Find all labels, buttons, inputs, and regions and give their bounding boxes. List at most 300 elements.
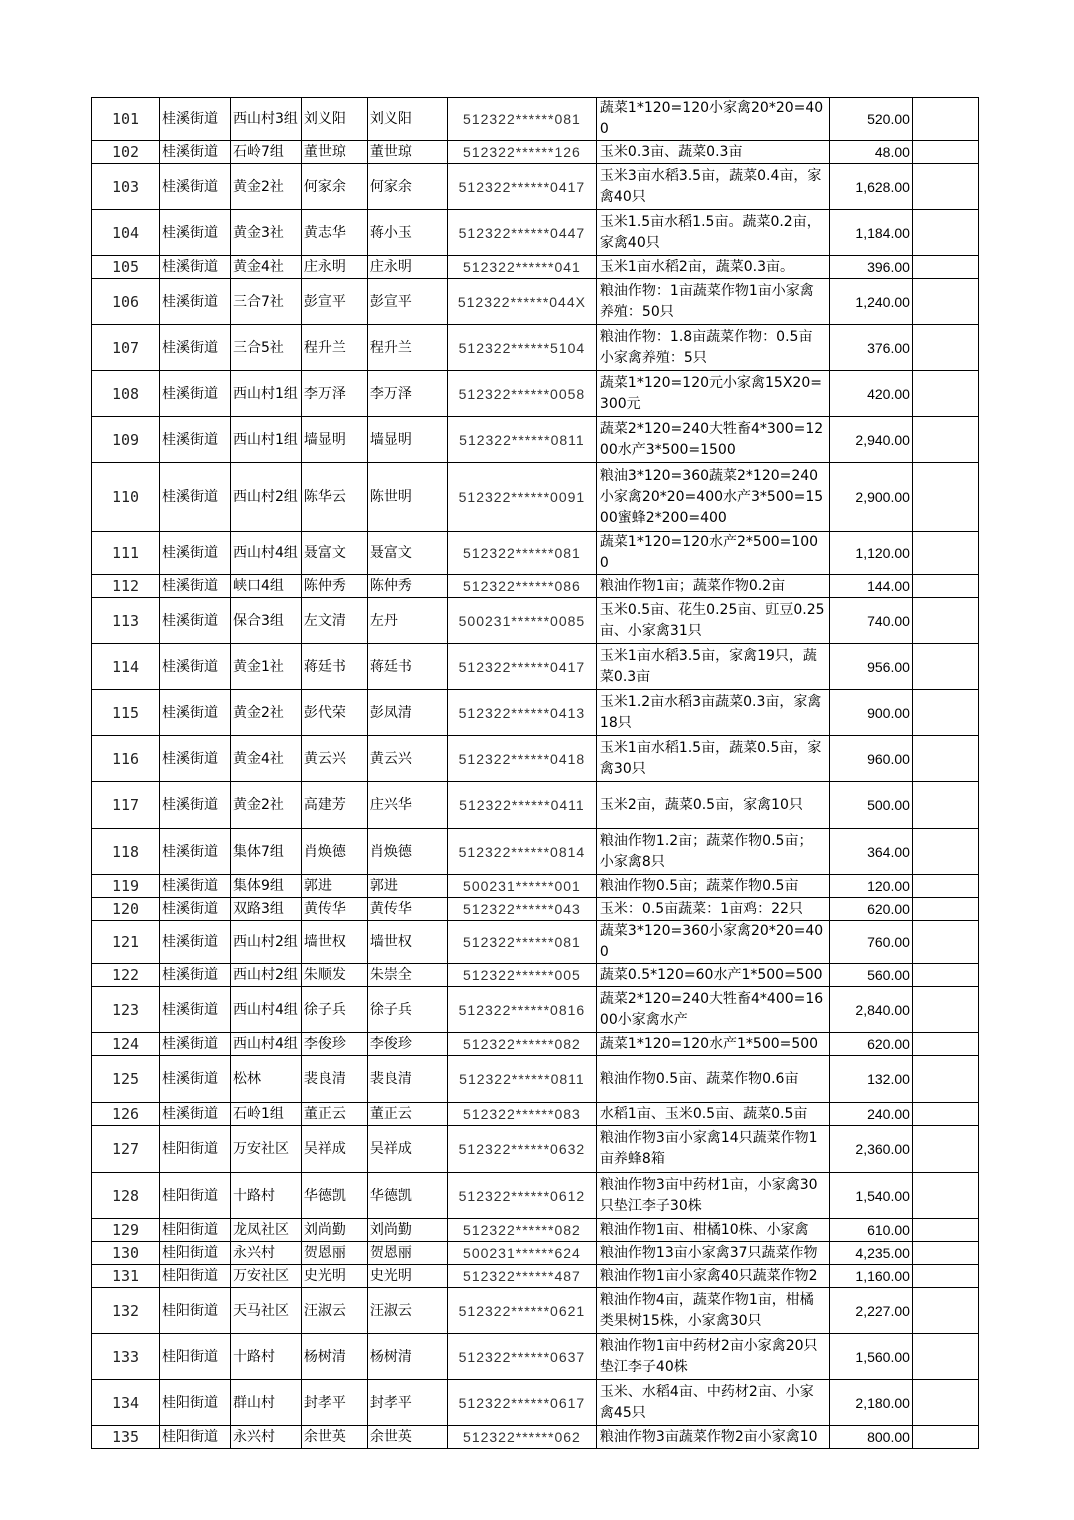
amount-cell: 2,840.00: [829, 987, 912, 1033]
applicant-cell: 庄永明: [367, 256, 447, 279]
amount-cell: 2,360.00: [829, 1126, 912, 1173]
row-number: 120: [92, 898, 160, 921]
village-cell: 黄金2社: [231, 690, 302, 736]
id-number-cell: 512322******081: [447, 921, 596, 964]
name-cell: 杨树清: [301, 1334, 367, 1380]
detail-cell: 粮油作物3亩小家禽14只蔬菜作物1亩养蜂8箱: [596, 1126, 829, 1173]
village-cell: 黄金2社: [231, 164, 302, 210]
table-row: [92, 1334, 979, 1380]
id-number-cell: 500231******624: [447, 1242, 596, 1265]
row-number: 115: [92, 690, 160, 736]
applicant-cell: 墙世权: [367, 921, 447, 964]
empty-cell: [912, 644, 978, 690]
village-cell: 天马社区: [231, 1288, 302, 1334]
id-number-cell: 512322******487: [447, 1265, 596, 1288]
id-number-cell: 512322******0417: [447, 164, 596, 210]
detail-cell: 玉米2亩，蔬菜0.5亩，家禽10只: [596, 782, 829, 829]
street-cell: 桂溪街道: [160, 371, 231, 417]
detail-cell: 蔬菜3*120=360小家禽20*20=400: [596, 921, 829, 964]
row-number: 113: [92, 598, 160, 644]
row-number: 135: [92, 1426, 160, 1449]
empty-cell: [912, 417, 978, 463]
amount-cell: 610.00: [829, 1219, 912, 1242]
applicant-cell: 黄云兴: [367, 736, 447, 782]
row-number: 131: [92, 1265, 160, 1288]
village-cell: 黄金1社: [231, 644, 302, 690]
row-number: 112: [92, 575, 160, 598]
table-row: [92, 898, 979, 921]
name-cell: 董正云: [301, 1103, 367, 1126]
empty-cell: [912, 164, 978, 210]
detail-cell: 水稻1亩、玉米0.5亩、蔬菜0.5亩: [596, 1103, 829, 1126]
amount-cell: 1,540.00: [829, 1173, 912, 1219]
empty-cell: [912, 690, 978, 736]
applicant-cell: 庄兴华: [367, 782, 447, 829]
village-cell: 黄金3社: [231, 210, 302, 256]
applicant-cell: 何家余: [367, 164, 447, 210]
street-cell: 桂溪街道: [160, 964, 231, 987]
applicant-cell: 左丹: [367, 598, 447, 644]
amount-cell: 364.00: [829, 829, 912, 875]
table-row: [92, 371, 979, 417]
amount-cell: 1,240.00: [829, 279, 912, 325]
village-cell: 永兴村: [231, 1242, 302, 1265]
id-number-cell: 512322******041: [447, 256, 596, 279]
empty-cell: [912, 1219, 978, 1242]
village-cell: 西山村2组: [231, 463, 302, 532]
street-cell: 桂溪街道: [160, 575, 231, 598]
detail-cell: 蔬菜1*120=120元小家禽15X20=300元: [596, 371, 829, 417]
amount-cell: 1,160.00: [829, 1265, 912, 1288]
street-cell: 桂阳街道: [160, 1426, 231, 1449]
row-number: 114: [92, 644, 160, 690]
name-cell: 墙显明: [301, 417, 367, 463]
applicant-cell: 封孝平: [367, 1380, 447, 1426]
empty-cell: [912, 829, 978, 875]
detail-cell: 粮油作物1亩、柑橘10株、小家禽: [596, 1219, 829, 1242]
applicant-cell: 余世英: [367, 1426, 447, 1449]
id-number-cell: 512322******0617: [447, 1380, 596, 1426]
name-cell: 墙世权: [301, 921, 367, 964]
id-number-cell: 512322******0612: [447, 1173, 596, 1219]
street-cell: 桂溪街道: [160, 1103, 231, 1126]
table-row: [92, 463, 979, 532]
empty-cell: [912, 98, 978, 141]
empty-cell: [912, 325, 978, 371]
amount-cell: 4,235.00: [829, 1242, 912, 1265]
table-row: [92, 1173, 979, 1219]
detail-cell: 玉米0.5亩、花生0.25亩、豇豆0.25亩、小家禽31只: [596, 598, 829, 644]
street-cell: 桂溪街道: [160, 325, 231, 371]
applicant-cell: 刘尚勤: [367, 1219, 447, 1242]
amount-cell: 2,227.00: [829, 1288, 912, 1334]
amount-cell: 520.00: [829, 98, 912, 141]
village-cell: 集体9组: [231, 875, 302, 898]
village-cell: 西山村2组: [231, 921, 302, 964]
empty-cell: [912, 256, 978, 279]
id-number-cell: 500231******001: [447, 875, 596, 898]
amount-cell: 740.00: [829, 598, 912, 644]
row-number: 103: [92, 164, 160, 210]
name-cell: 何家余: [301, 164, 367, 210]
street-cell: 桂阳街道: [160, 1288, 231, 1334]
street-cell: 桂溪街道: [160, 598, 231, 644]
name-cell: 庄永明: [301, 256, 367, 279]
detail-cell: 粮油作物1亩中药材2亩小家禽20只垫江李子40株: [596, 1334, 829, 1380]
row-number: 117: [92, 782, 160, 829]
row-number: 127: [92, 1126, 160, 1173]
table-row: [92, 829, 979, 875]
row-number: 130: [92, 1242, 160, 1265]
amount-cell: 1,120.00: [829, 532, 912, 575]
row-number: 109: [92, 417, 160, 463]
id-number-cell: 512322******0413: [447, 690, 596, 736]
empty-cell: [912, 898, 978, 921]
row-number: 123: [92, 987, 160, 1033]
detail-cell: 蔬菜1*120=120水产1*500=500: [596, 1033, 829, 1056]
amount-cell: 1,628.00: [829, 164, 912, 210]
amount-cell: 800.00: [829, 1426, 912, 1449]
amount-cell: 120.00: [829, 875, 912, 898]
amount-cell: 2,180.00: [829, 1380, 912, 1426]
detail-cell: 玉米1.2亩水稻3亩蔬菜0.3亩，家禽18只: [596, 690, 829, 736]
empty-cell: [912, 1173, 978, 1219]
table-row: [92, 1056, 979, 1103]
row-number: 105: [92, 256, 160, 279]
village-cell: 石岭1组: [231, 1103, 302, 1126]
amount-cell: 620.00: [829, 898, 912, 921]
applicant-cell: 史光明: [367, 1265, 447, 1288]
id-number-cell: 512322******086: [447, 575, 596, 598]
applicant-cell: 蒋小玉: [367, 210, 447, 256]
table-row: [92, 1103, 979, 1126]
empty-cell: [912, 1265, 978, 1288]
village-cell: 西山村4组: [231, 532, 302, 575]
table-row: [92, 417, 979, 463]
applicant-cell: 华德凯: [367, 1173, 447, 1219]
row-number: 125: [92, 1056, 160, 1103]
detail-cell: 粮油作物3亩中药材1亩，小家禽30只垫江李子30株: [596, 1173, 829, 1219]
name-cell: 高建芳: [301, 782, 367, 829]
street-cell: 桂溪街道: [160, 532, 231, 575]
amount-cell: 560.00: [829, 964, 912, 987]
street-cell: 桂溪街道: [160, 644, 231, 690]
row-number: 111: [92, 532, 160, 575]
row-number: 116: [92, 736, 160, 782]
detail-cell: 玉米0.3亩、蔬菜0.3亩: [596, 141, 829, 164]
detail-cell: 蔬菜2*120=240大牲畜4*400=1600小家禽水产: [596, 987, 829, 1033]
village-cell: 永兴村: [231, 1426, 302, 1449]
table-row: [92, 279, 979, 325]
detail-cell: 粮油作物：1亩蔬菜作物1亩小家禽养殖：50只: [596, 279, 829, 325]
table-row: [92, 1219, 979, 1242]
street-cell: 桂阳街道: [160, 1334, 231, 1380]
detail-cell: 粮油作物13亩小家禽37只蔬菜作物: [596, 1242, 829, 1265]
village-cell: 三合7社: [231, 279, 302, 325]
village-cell: 保合3组: [231, 598, 302, 644]
name-cell: 董世琼: [301, 141, 367, 164]
street-cell: 桂溪街道: [160, 279, 231, 325]
street-cell: 桂溪街道: [160, 463, 231, 532]
id-number-cell: 512322******082: [447, 1033, 596, 1056]
row-number: 133: [92, 1334, 160, 1380]
street-cell: 桂溪街道: [160, 141, 231, 164]
detail-cell: 玉米3亩水稻3.5亩，蔬菜0.4亩，家禽40只: [596, 164, 829, 210]
village-cell: 万安社区: [231, 1126, 302, 1173]
name-cell: 余世英: [301, 1426, 367, 1449]
applicant-cell: 黄传华: [367, 898, 447, 921]
village-cell: 西山村4组: [231, 987, 302, 1033]
street-cell: 桂溪街道: [160, 782, 231, 829]
village-cell: 群山村: [231, 1380, 302, 1426]
table-row: [92, 1126, 979, 1173]
name-cell: 彭代荣: [301, 690, 367, 736]
applicant-cell: 李万泽: [367, 371, 447, 417]
applicant-cell: 贺恩丽: [367, 1242, 447, 1265]
amount-cell: 620.00: [829, 1033, 912, 1056]
row-number: 106: [92, 279, 160, 325]
empty-cell: [912, 598, 978, 644]
detail-cell: 蔬菜0.5*120=60水产1*500=500: [596, 964, 829, 987]
name-cell: 程升兰: [301, 325, 367, 371]
name-cell: 彭宣平: [301, 279, 367, 325]
empty-cell: [912, 532, 978, 575]
street-cell: 桂溪街道: [160, 164, 231, 210]
table-row: [92, 644, 979, 690]
id-number-cell: 512322******0621: [447, 1288, 596, 1334]
amount-cell: 760.00: [829, 921, 912, 964]
village-cell: 十路村: [231, 1173, 302, 1219]
detail-cell: 粮油3*120=360蔬菜2*120=240小家禽20*20=400水产3*500=1500蜜蜂2*200=400: [596, 463, 829, 532]
detail-cell: 粮油作物0.5亩；蔬菜作物0.5亩: [596, 875, 829, 898]
empty-cell: [912, 1288, 978, 1334]
empty-cell: [912, 964, 978, 987]
street-cell: 桂溪街道: [160, 417, 231, 463]
village-cell: 西山村4组: [231, 1033, 302, 1056]
detail-cell: 蔬菜1*120=120水产2*500=1000: [596, 532, 829, 575]
table-row: [92, 1426, 979, 1449]
empty-cell: [912, 875, 978, 898]
table-row: [92, 1242, 979, 1265]
village-cell: 集体7组: [231, 829, 302, 875]
street-cell: 桂阳街道: [160, 1380, 231, 1426]
street-cell: 桂溪街道: [160, 210, 231, 256]
name-cell: 郭进: [301, 875, 367, 898]
amount-cell: 396.00: [829, 256, 912, 279]
id-number-cell: 512322******044X: [447, 279, 596, 325]
detail-cell: 玉米、水稻4亩、中药材2亩、小家禽45只: [596, 1380, 829, 1426]
id-number-cell: 512322******005: [447, 964, 596, 987]
applicant-cell: 陈世明: [367, 463, 447, 532]
table-row: [92, 875, 979, 898]
name-cell: 黄云兴: [301, 736, 367, 782]
amount-cell: 500.00: [829, 782, 912, 829]
id-number-cell: 512322******126: [447, 141, 596, 164]
street-cell: 桂溪街道: [160, 898, 231, 921]
amount-cell: 900.00: [829, 690, 912, 736]
name-cell: 李万泽: [301, 371, 367, 417]
street-cell: 桂溪街道: [160, 256, 231, 279]
table-row: [92, 141, 979, 164]
applicant-cell: 汪淑云: [367, 1288, 447, 1334]
village-cell: 双路3组: [231, 898, 302, 921]
table-row: [92, 1380, 979, 1426]
row-number: 102: [92, 141, 160, 164]
empty-cell: [912, 1334, 978, 1380]
name-cell: 贺恩丽: [301, 1242, 367, 1265]
applicant-cell: 刘义阳: [367, 98, 447, 141]
name-cell: 聂富文: [301, 532, 367, 575]
empty-cell: [912, 736, 978, 782]
table-row: [92, 575, 979, 598]
applicant-cell: 彭凤清: [367, 690, 447, 736]
street-cell: 桂溪街道: [160, 921, 231, 964]
name-cell: 黄传华: [301, 898, 367, 921]
amount-cell: 2,940.00: [829, 417, 912, 463]
name-cell: 裴良清: [301, 1056, 367, 1103]
applicant-cell: 蒋廷书: [367, 644, 447, 690]
table-row: [92, 98, 979, 141]
applicant-cell: 肖焕德: [367, 829, 447, 875]
village-cell: 西山村2组: [231, 964, 302, 987]
village-cell: 峡口4组: [231, 575, 302, 598]
detail-cell: 玉米：0.5亩蔬菜：1亩鸡：22只: [596, 898, 829, 921]
applicant-cell: 董世琼: [367, 141, 447, 164]
empty-cell: [912, 1033, 978, 1056]
id-number-cell: 500231******0085: [447, 598, 596, 644]
row-number: 118: [92, 829, 160, 875]
name-cell: 汪淑云: [301, 1288, 367, 1334]
table-row: [92, 598, 979, 644]
applicant-cell: 聂富文: [367, 532, 447, 575]
name-cell: 蒋廷书: [301, 644, 367, 690]
amount-cell: 376.00: [829, 325, 912, 371]
amount-cell: 1,184.00: [829, 210, 912, 256]
detail-cell: 粮油作物1亩小家禽40只蔬菜作物2: [596, 1265, 829, 1288]
street-cell: 桂溪街道: [160, 829, 231, 875]
name-cell: 朱顺发: [301, 964, 367, 987]
detail-cell: 粮油作物：1.8亩蔬菜作物：0.5亩小家禽养殖：5只: [596, 325, 829, 371]
detail-cell: 粮油作物1亩；蔬菜作物0.2亩: [596, 575, 829, 598]
row-number: 129: [92, 1219, 160, 1242]
row-number: 119: [92, 875, 160, 898]
street-cell: 桂溪街道: [160, 736, 231, 782]
name-cell: 李俊珍: [301, 1033, 367, 1056]
name-cell: 刘尚勤: [301, 1219, 367, 1242]
empty-cell: [912, 1056, 978, 1103]
name-cell: 陈华云: [301, 463, 367, 532]
row-number: 101: [92, 98, 160, 141]
id-number-cell: 512322******0417: [447, 644, 596, 690]
village-cell: 龙凤社区: [231, 1219, 302, 1242]
empty-cell: [912, 210, 978, 256]
empty-cell: [912, 1242, 978, 1265]
row-number: 107: [92, 325, 160, 371]
amount-cell: 956.00: [829, 644, 912, 690]
id-number-cell: 512322******0447: [447, 210, 596, 256]
village-cell: 黄金2社: [231, 782, 302, 829]
empty-cell: [912, 463, 978, 532]
row-number: 134: [92, 1380, 160, 1426]
applicant-cell: 裴良清: [367, 1056, 447, 1103]
detail-cell: 蔬菜2*120=240大牲畜4*300=1200水产3*500=1500: [596, 417, 829, 463]
id-number-cell: 512322******0811: [447, 417, 596, 463]
amount-cell: 2,900.00: [829, 463, 912, 532]
table-row: [92, 987, 979, 1033]
empty-cell: [912, 921, 978, 964]
row-number: 104: [92, 210, 160, 256]
row-number: 121: [92, 921, 160, 964]
detail-cell: 蔬菜1*120=120小家禽20*20=400: [596, 98, 829, 141]
name-cell: 华德凯: [301, 1173, 367, 1219]
table-row: [92, 1033, 979, 1056]
id-number-cell: 512322******043: [447, 898, 596, 921]
row-number: 110: [92, 463, 160, 532]
table-row: [92, 921, 979, 964]
empty-cell: [912, 782, 978, 829]
id-number-cell: 512322******0091: [447, 463, 596, 532]
id-number-cell: 512322******082: [447, 1219, 596, 1242]
amount-cell: 240.00: [829, 1103, 912, 1126]
id-number-cell: 512322******0418: [447, 736, 596, 782]
village-cell: 三合5社: [231, 325, 302, 371]
detail-cell: 玉米1.5亩水稻1.5亩。蔬菜0.2亩，家禽40只: [596, 210, 829, 256]
name-cell: 史光明: [301, 1265, 367, 1288]
applicant-cell: 彭宣平: [367, 279, 447, 325]
empty-cell: [912, 279, 978, 325]
name-cell: 左文清: [301, 598, 367, 644]
data-table: [91, 97, 979, 1449]
applicant-cell: 程升兰: [367, 325, 447, 371]
id-number-cell: 512322******5104: [447, 325, 596, 371]
amount-cell: 960.00: [829, 736, 912, 782]
empty-cell: [912, 1380, 978, 1426]
applicant-cell: 陈仲秀: [367, 575, 447, 598]
row-number: 124: [92, 1033, 160, 1056]
id-number-cell: 512322******0816: [447, 987, 596, 1033]
table-row: [92, 1265, 979, 1288]
village-cell: 西山村3组: [231, 98, 302, 141]
empty-cell: [912, 1126, 978, 1173]
street-cell: 桂阳街道: [160, 1242, 231, 1265]
amount-cell: 132.00: [829, 1056, 912, 1103]
applicant-cell: 墙显明: [367, 417, 447, 463]
name-cell: 黄志华: [301, 210, 367, 256]
street-cell: 桂阳街道: [160, 1173, 231, 1219]
empty-cell: [912, 987, 978, 1033]
village-cell: 黄金4社: [231, 736, 302, 782]
street-cell: 桂溪街道: [160, 98, 231, 141]
row-number: 126: [92, 1103, 160, 1126]
id-number-cell: 512322******0632: [447, 1126, 596, 1173]
detail-cell: 粮油作物1.2亩；蔬菜作物0.5亩；小家禽8只: [596, 829, 829, 875]
village-cell: 万安社区: [231, 1265, 302, 1288]
street-cell: 桂溪街道: [160, 875, 231, 898]
table-row: [92, 782, 979, 829]
street-cell: 桂溪街道: [160, 1056, 231, 1103]
row-number: 108: [92, 371, 160, 417]
row-number: 122: [92, 964, 160, 987]
table-row: [92, 256, 979, 279]
amount-cell: 48.00: [829, 141, 912, 164]
detail-cell: 粮油作物3亩蔬菜作物2亩小家禽10: [596, 1426, 829, 1449]
street-cell: 桂溪街道: [160, 987, 231, 1033]
applicant-cell: 董正云: [367, 1103, 447, 1126]
name-cell: 吴祥成: [301, 1126, 367, 1173]
table-row: [92, 736, 979, 782]
row-number: 128: [92, 1173, 160, 1219]
empty-cell: [912, 371, 978, 417]
